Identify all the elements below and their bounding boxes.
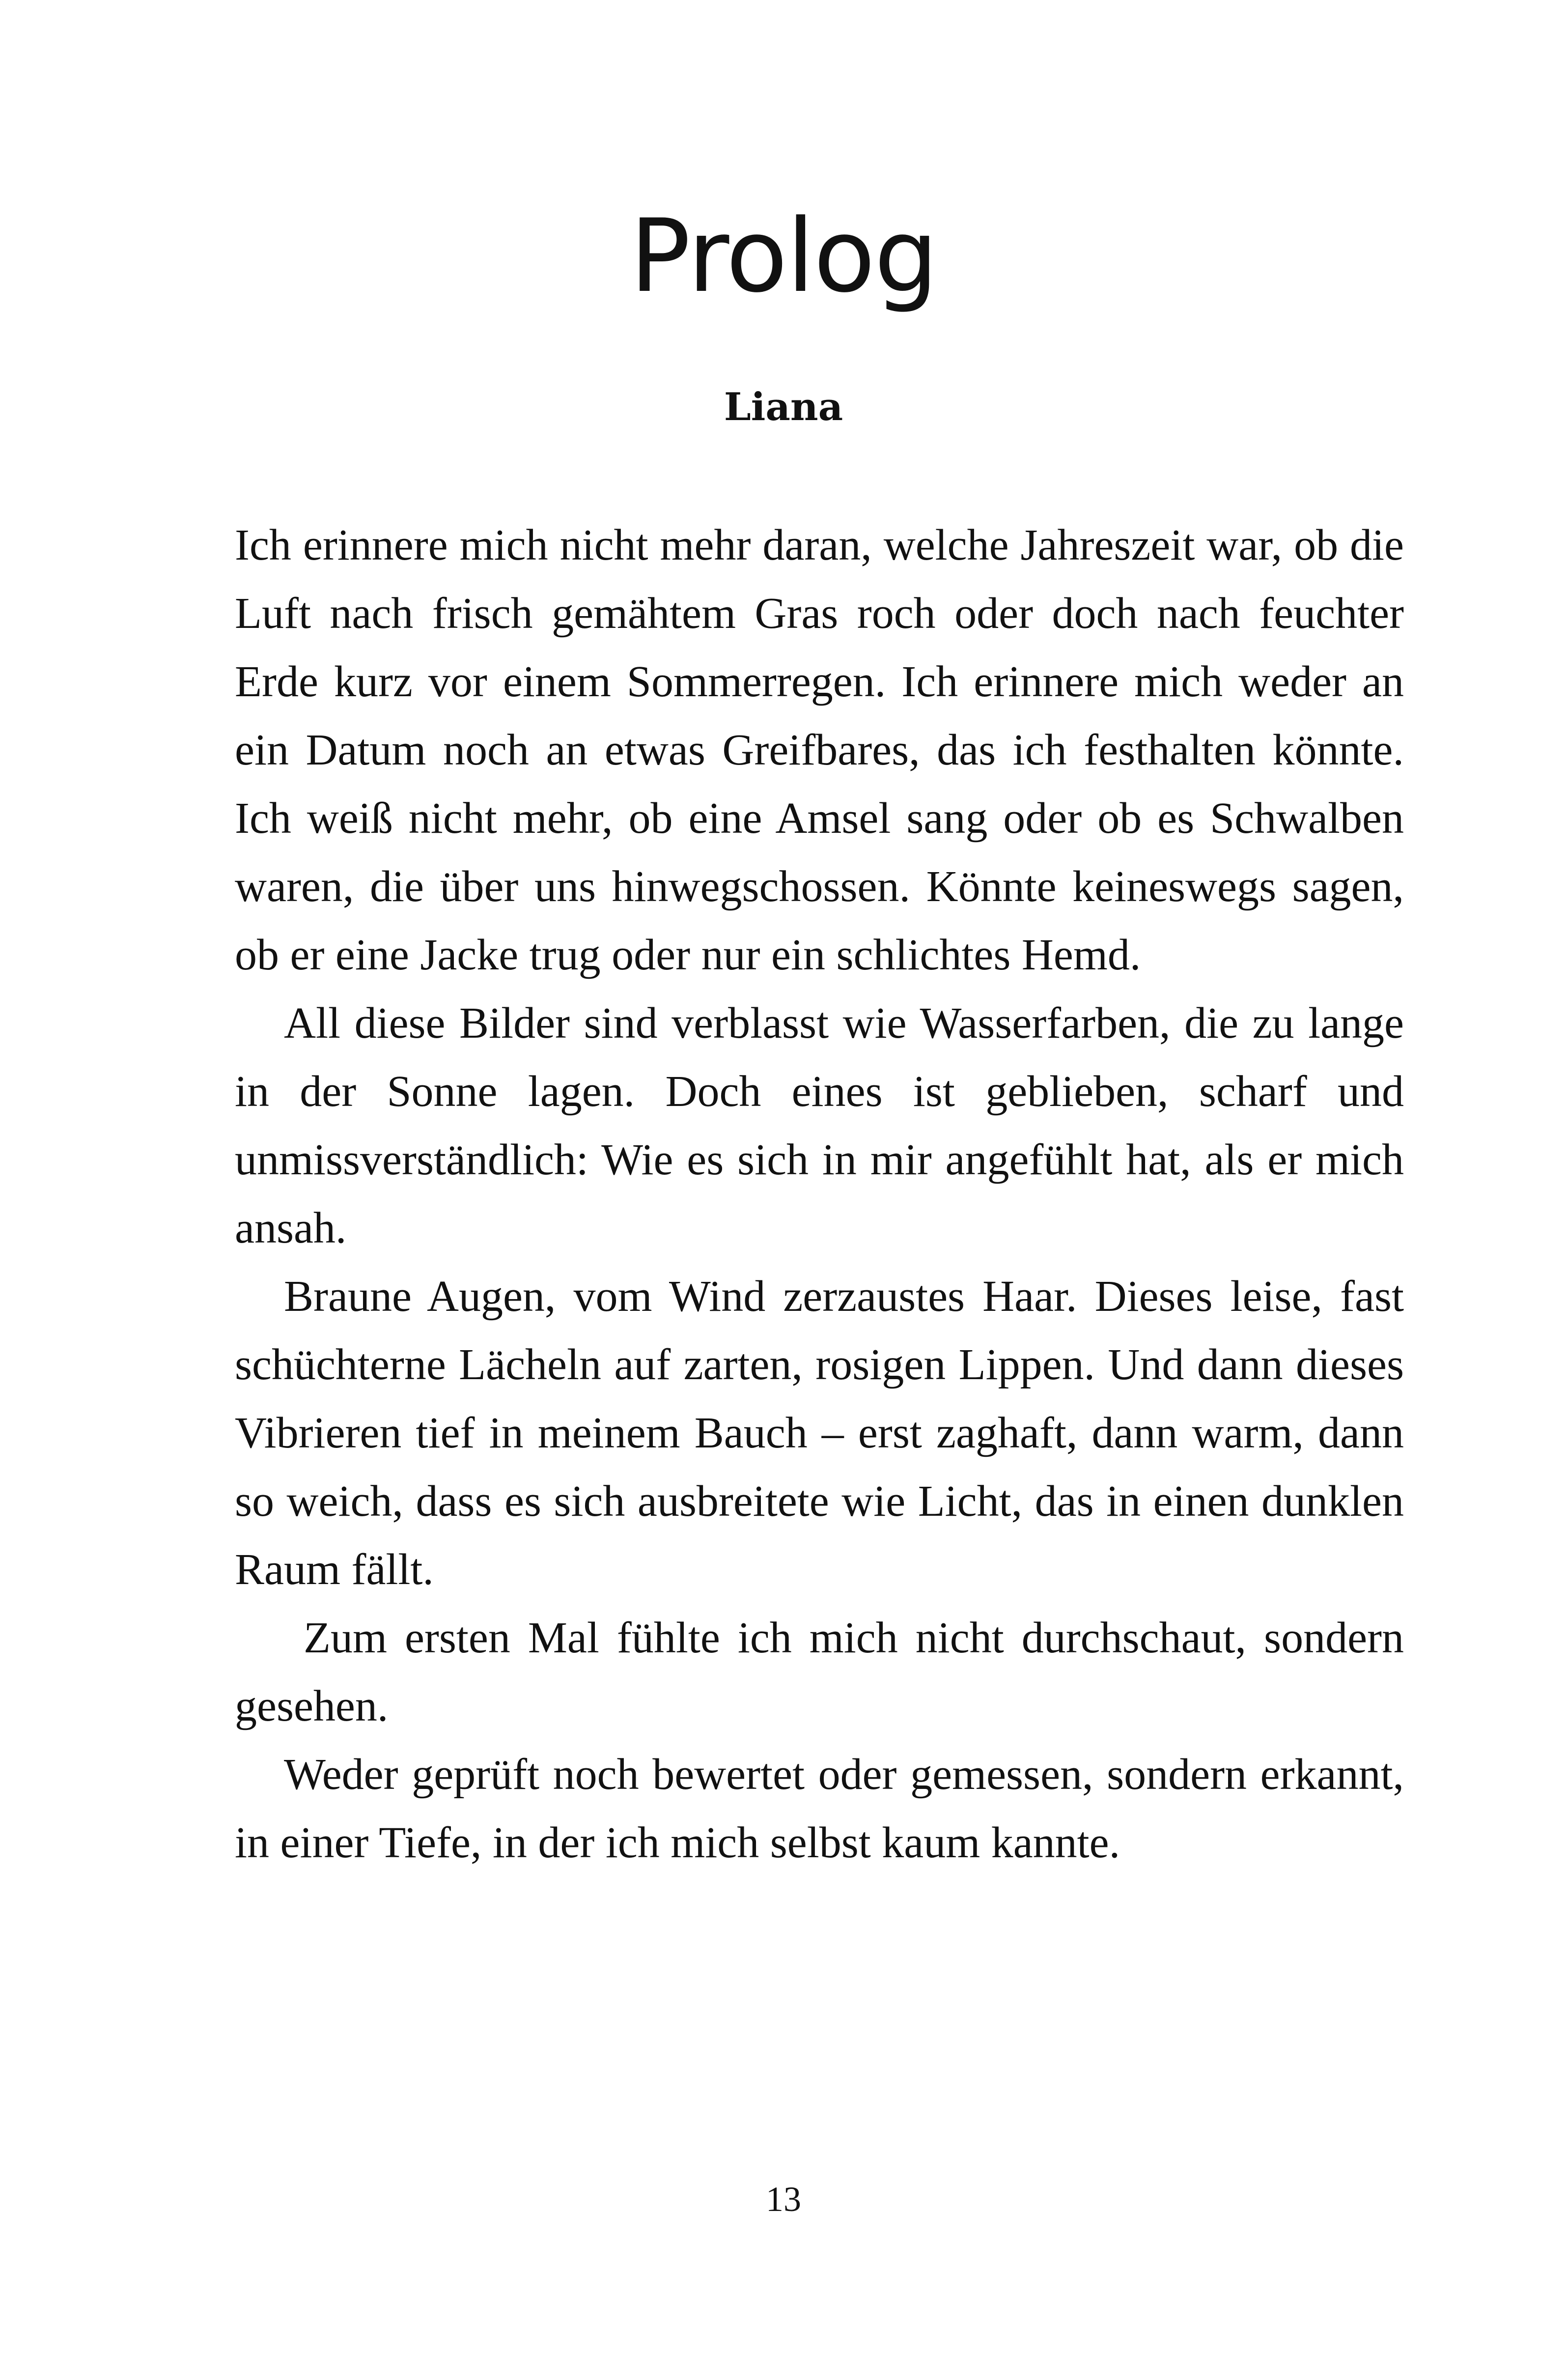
paragraph: Weder geprüft noch bewertet oder gemessen, sondern erkannt, in einer Tiefe, in der ich mich selbst kaum kannte. bbox=[235, 1750, 1404, 1867]
paragraph: Zum ersten Mal fühlte ich mich nicht durchschaut, sondern gesehen. bbox=[235, 1614, 1404, 1730]
paragraph: Braune Augen, vom Wind zerzaustes Haar. Dieses leise, fast schüchterne Lächeln auf zarten, rosigen Lippen. Und dann dieses Vibrieren tief in meinem Bauch – erst zaghaft, dann warm, dann so weich, dass es sich ausbreitete wie Licht, das in einen dunklen Raum fällt. bbox=[235, 1272, 1404, 1594]
paragraph: Ich erinnere mich nicht mehr daran, welche Jahreszeit war, ob die Luft nach frisch gemähtem Gras roch oder doch nach feuchter Erde kurz vor einem Sommerregen. Ich erinnere mich weder an ein Datum noch an etwas Greifbares, das ich festhalten könnte. Ich weiß nicht mehr, ob eine Amsel sang oder ob es Schwalben waren, die über uns hinwegschossen. Könnte keineswegs sagen, ob er eine Jacke trug oder nur ein schlichtes Hemd. bbox=[235, 521, 1404, 979]
chapter-title: Prolog bbox=[630, 198, 937, 315]
page-number: 13 bbox=[766, 2180, 801, 2219]
chapter-subtitle: Liana bbox=[724, 385, 843, 429]
paragraph: All diese Bilder sind verblasst wie Wasserfarben, die zu lange in der Sonne lagen. Doch eines ist geblieben, scharf und unmissverständlich: Wie es sich in mir angefühlt hat, als er mich ansah. bbox=[235, 999, 1404, 1252]
body-text bbox=[235, 511, 1404, 1877]
